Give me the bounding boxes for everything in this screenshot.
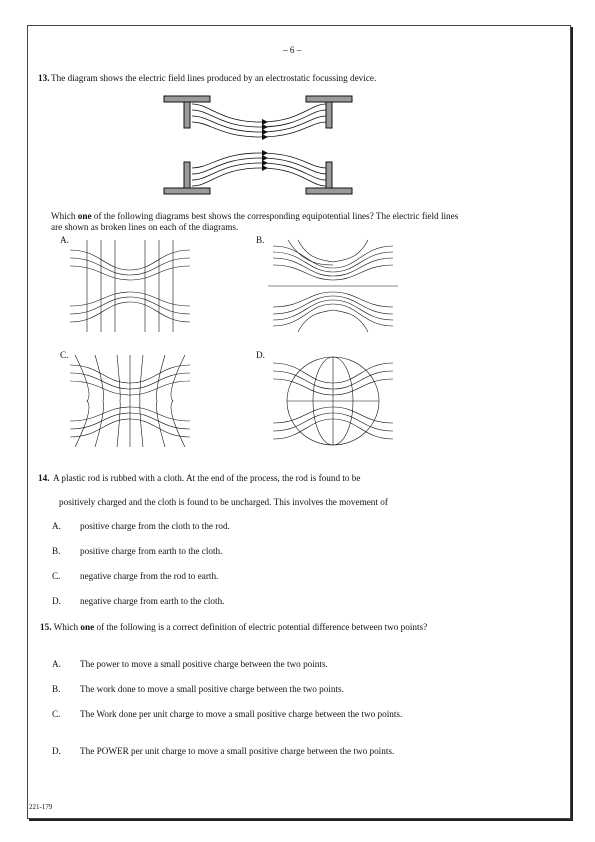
page-number: – 6 – [283, 45, 302, 55]
q15-option-b-label: B. [52, 684, 61, 694]
q14-line1: A plastic rod is rubbed with a cloth. At the end of the process, the rod is found to be [53, 473, 361, 483]
q14-option-a-text[interactable]: positive charge from the cloth to the rod. [80, 521, 230, 531]
q15-option-a-label: A. [52, 659, 61, 669]
q14-number: 14. [38, 473, 50, 483]
q13-option-d-label: D. [256, 350, 265, 360]
q13-option-c-diagram [65, 355, 195, 447]
q13-prompt-pre: Which [51, 211, 78, 221]
q14-option-b-text[interactable]: positive charge from earth to the cloth. [80, 546, 223, 556]
focussing-device-diagram [160, 92, 360, 202]
q14-line2: positively charged and the cloth is found to be uncharged. This involves the movement of [59, 497, 388, 507]
q15-stem-pre: Which [51, 622, 81, 632]
footer-code: 221-179 [29, 803, 53, 811]
q15-option-a-text[interactable]: The power to move a small positive charge between the two points. [80, 659, 328, 669]
q15-option-d-label: D. [52, 746, 61, 756]
q13-option-b-diagram [268, 240, 398, 332]
q14-option-d-label: D. [52, 596, 61, 606]
q13-option-a-label: A. [60, 235, 69, 245]
q14-option-d-text[interactable]: negative charge from earth to the cloth. [80, 596, 225, 606]
q15-number: 15. [40, 622, 52, 632]
q14-option-c-label: C. [52, 571, 61, 581]
q13-stem: The diagram shows the electric field lines produced by an electrostatic focussing device. [51, 73, 377, 83]
q13-option-d-diagram [268, 355, 398, 447]
q15-option-b-text[interactable]: The work done to move a small positive charge between the two points. [80, 684, 344, 694]
q13-prompt [51, 211, 471, 233]
q14-option-a-label: A. [52, 521, 61, 531]
q15-stem-bold: one [80, 622, 95, 632]
q15-stem-post: of the following is a correct definition of electric potential difference between two points? [94, 622, 428, 632]
q13-prompt-bold: one [77, 211, 92, 221]
q13-number: 13. [38, 73, 50, 83]
q15-option-d-text[interactable]: The POWER per unit charge to move a small positive charge between the two points. [80, 746, 395, 756]
q13-option-b-label: B. [256, 235, 265, 245]
q15-option-c-label: C. [52, 709, 61, 719]
q14-option-b-label: B. [52, 546, 61, 556]
q13-option-a-diagram [65, 240, 195, 332]
q15-stem [40, 622, 470, 633]
q13-option-c-label: C. [60, 350, 69, 360]
q14-option-c-text[interactable]: negative charge from the rod to earth. [80, 571, 219, 581]
q15-option-c-text[interactable]: The Work done per unit charge to move a small positive charge between the two points. [80, 709, 403, 719]
q13-prompt-post: of the following diagrams best shows the corresponding equipotential lines? The electric field lines are shown as broken lines on each of the diagrams. [51, 211, 459, 232]
